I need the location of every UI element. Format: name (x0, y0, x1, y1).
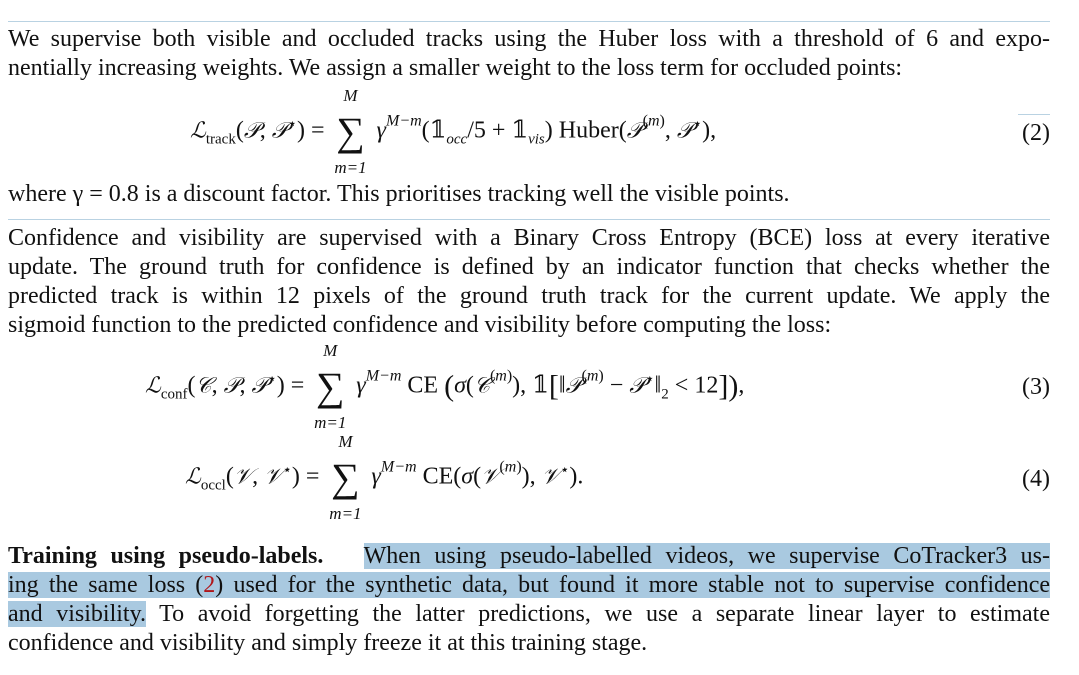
text-line: and visibility. To avoid forgetting the latter predictions, we use a separate linear layer to estimate (8, 601, 1050, 627)
text-line: Confidence and visibility are supervised with a Binary Cross Entropy (BCE) loss at every iterative (8, 225, 1050, 251)
text-line: where γ = 0.8 is a discount factor. This prioritises tracking well the visible points. (8, 181, 790, 207)
text-line: update. The ground truth for confidence is defined by an indicator function that checks whether the (8, 254, 1050, 280)
equation-confidence-loss: ℒ$_{conf}$(𝒞, 𝒫, 𝒫⋆) = M ∑ m=1 $\gamma^{M-m}$ CE (σ(𝒞$^{(m)}$), 𝟙[‖𝒫$^{(m)}$ − $𝒫^⋆‖_2 < 12$]), (145, 341, 745, 432)
summation-symbol: M ∑ m=1 (329, 432, 362, 523)
paragraph-pseudo-labels (8, 542, 1050, 658)
text-line: We supervise both visible and occluded tracks using the Huber loss with a threshold of 6 and expo- (8, 26, 1050, 52)
text-line: sigmoid function to the predicted confidence and visibility before computing the loss: (8, 312, 832, 338)
highlighted-text: When using pseudo-labelled videos, we supervise CoTracker3 us- (363, 543, 1050, 569)
text-line: nentially increasing weights. We assign a smaller weight to the loss term for occluded points: (8, 55, 903, 81)
equation-number: (2) (1022, 120, 1050, 146)
equation-rule (1018, 114, 1050, 115)
section-rule (8, 219, 1050, 220)
text-line (8, 571, 1050, 600)
equation-occlusion-loss: ℒ$_{occl}$(𝒱, 𝒱⋆) = M ∑ m=1 $\gamma^{M-m}$ CE(σ(𝒱$^{(m)}$), 𝒱⋆). (185, 432, 584, 523)
equation-reference-link[interactable]: 2 (203, 572, 216, 598)
paragraph-huber-intro (8, 25, 1050, 83)
paragraph-confidence (8, 224, 1050, 340)
highlighted-text: and visibility. (8, 601, 147, 627)
summation-symbol: M ∑ m=1 (314, 341, 347, 432)
highlighted-text: ing the same loss (2) used for the synthetic data, but found it more stable not to supervise confidence (8, 572, 1051, 598)
text-line: confidence and visibility and simply freeze it at this training stage. (8, 630, 648, 656)
equation-track-loss: ℒ$_{track}$(𝒫, 𝒫⋆) = M ∑ m=1 $\gamma^{M-m}(𝟙_{occ}/5$ + $𝟙_{vis}$) Huber(𝒫$^{(m)}$, 𝒫⋆), (190, 86, 717, 177)
summation-symbol: M ∑ m=1 (334, 86, 367, 177)
text-line (8, 542, 1050, 571)
equation-number: (3) (1022, 374, 1050, 400)
top-rule (8, 21, 1050, 22)
paragraph-discount (8, 180, 1050, 209)
equation-number: (4) (1022, 466, 1050, 492)
section-heading: Training using pseudo-labels. (8, 543, 324, 569)
text-line: predicted track is within 12 pixels of the ground truth track for the current update. We apply the (8, 283, 1050, 309)
